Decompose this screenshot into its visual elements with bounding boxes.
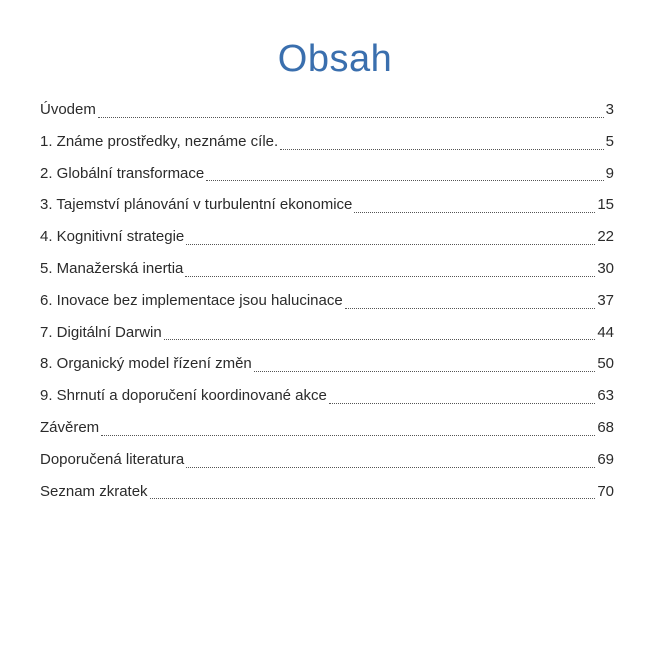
toc-entry-page-number: 37 [597, 291, 614, 309]
toc-entry-label: 7. Digitální Darwin [40, 323, 162, 341]
dot-leader [354, 212, 595, 213]
toc-entry-label: 9. Shrnutí a doporučení koordinované akce [40, 387, 327, 405]
toc-entry-page-number: 15 [597, 196, 614, 214]
toc-entry[interactable] [40, 479, 614, 511]
toc-entry-page-number: 68 [597, 418, 614, 436]
toc-entry-label: 6. Inovace bez implementace jsou halucinace [40, 291, 343, 309]
toc-entry-label: Seznam zkratek [40, 482, 148, 500]
dot-leader [345, 308, 596, 309]
dot-leader [150, 498, 596, 499]
dot-leader [280, 149, 603, 150]
toc-entry[interactable] [40, 383, 614, 415]
toc-entry-label: 3. Tajemství plánování v turbulentní ekonomice [40, 196, 353, 214]
toc-entry-page-number: 5 [605, 132, 614, 150]
toc-entry-page-number: 63 [597, 387, 614, 405]
toc-entry[interactable] [40, 129, 614, 161]
dot-leader [186, 467, 595, 468]
toc-entry-label: 1. Známe prostředky, neznáme cíle. [40, 132, 279, 150]
page-title: Obsah [277, 38, 393, 80]
toc-entry-label: 5. Manažerská inertia [40, 259, 184, 277]
dot-leader [101, 435, 595, 436]
toc-entry-page-number: 70 [597, 482, 614, 500]
toc-entry[interactable] [40, 288, 614, 320]
toc-entry[interactable] [40, 447, 614, 479]
toc-entry[interactable] [40, 320, 614, 352]
toc-entry[interactable] [40, 256, 614, 288]
toc-entry[interactable] [40, 161, 614, 193]
toc-entry-page-number: 22 [597, 228, 614, 246]
toc-entry-page-number: 9 [605, 164, 614, 182]
toc-entry[interactable] [40, 351, 614, 383]
dot-leader [98, 117, 604, 118]
toc-entry[interactable] [40, 415, 614, 447]
dot-leader [254, 371, 596, 372]
dot-leader [329, 403, 595, 404]
toc-entry-page-number: 50 [597, 355, 614, 373]
toc-entry-label: 2. Globální transformace [40, 164, 205, 182]
toc-entry[interactable] [40, 192, 614, 224]
toc-entry[interactable] [40, 97, 614, 129]
toc-entry-page-number: 3 [605, 101, 614, 118]
toc-entry-label: 4. Kognitivní strategie [40, 228, 185, 246]
table-of-contents [40, 97, 614, 510]
toc-entry-label: Úvodem [40, 101, 96, 118]
toc-entry-page-number: 69 [597, 450, 614, 468]
toc-entry-page-number: 30 [597, 259, 614, 277]
dot-leader [186, 244, 595, 245]
toc-entry[interactable] [40, 224, 614, 256]
dot-leader [164, 339, 596, 340]
toc-entry-label: 8. Organický model řízení změn [40, 355, 252, 373]
dot-leader [185, 276, 595, 277]
toc-entry-page-number: 44 [597, 323, 614, 341]
dot-leader [206, 180, 603, 181]
toc-entry-label: Doporučená literatura [40, 450, 185, 468]
toc-entry-label: Závěrem [40, 418, 100, 436]
